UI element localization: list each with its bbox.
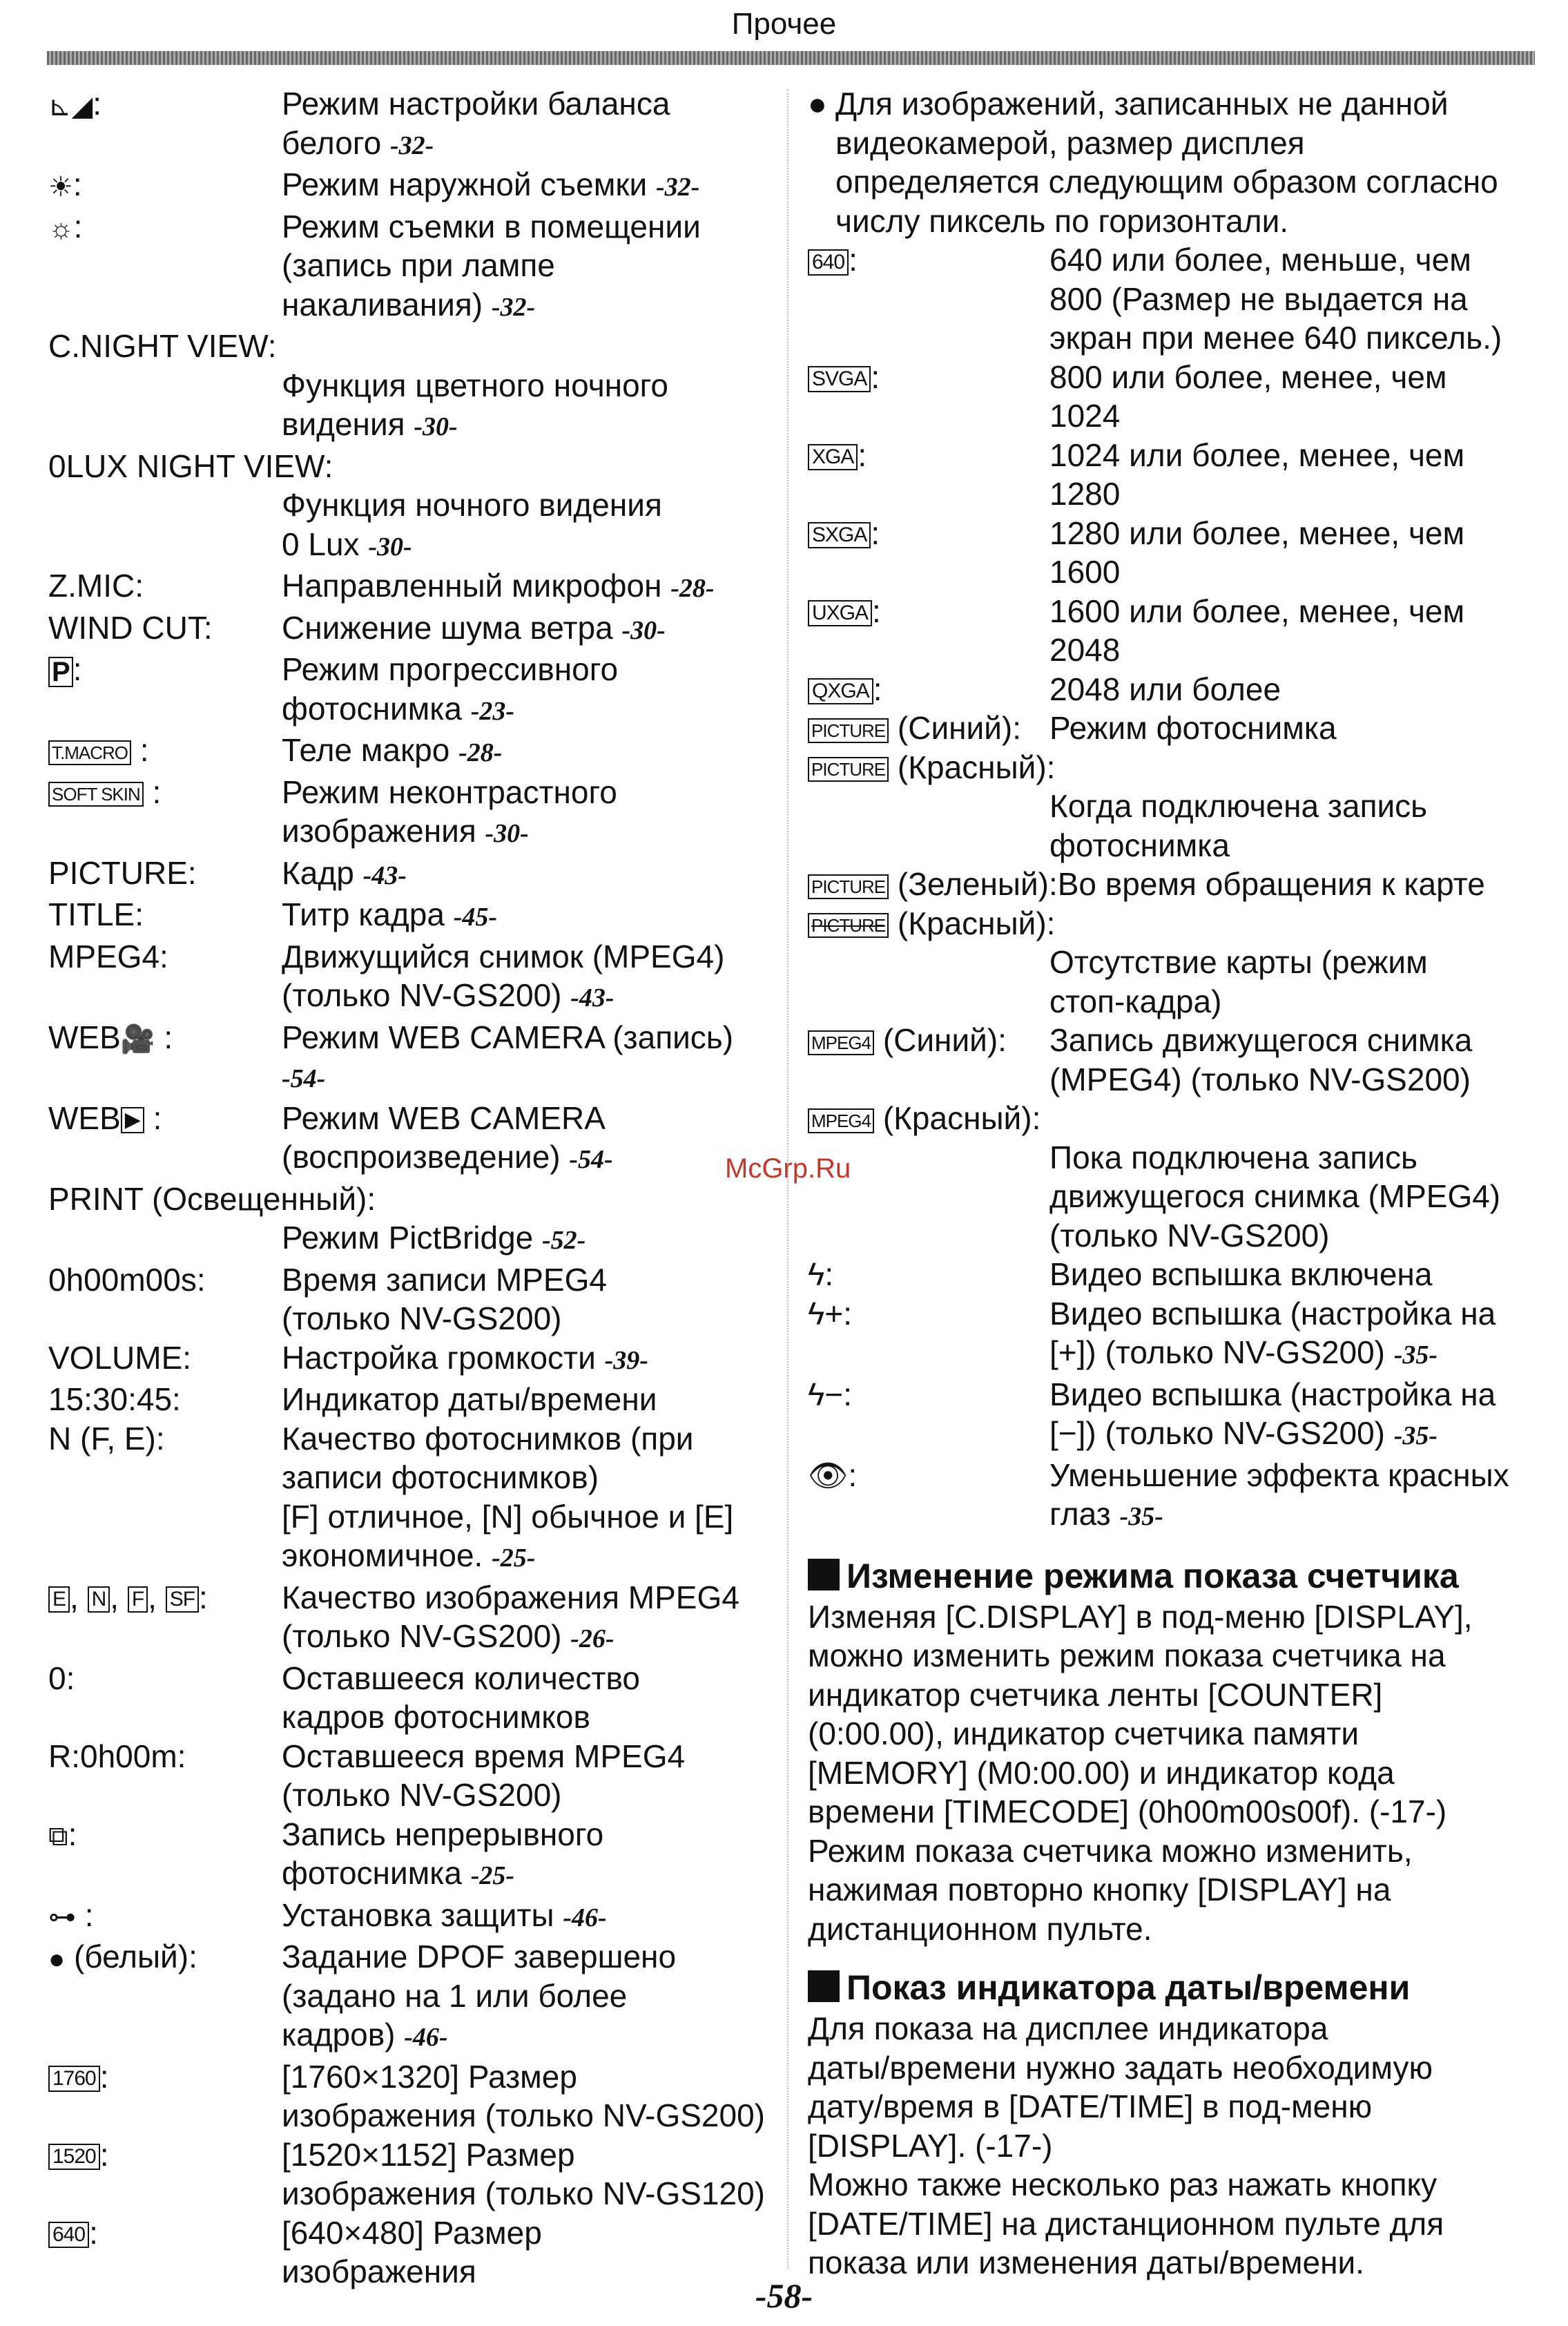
tele-macro-icon: T.MACRO: [48, 740, 131, 765]
list-value: Когда подключена запись фотоснимка: [1049, 788, 1428, 863]
flash-plus-icon: ϟ+:: [808, 1295, 852, 1332]
paragraph-line: индикатор счетчика ленты [COUNTER]: [808, 1676, 1383, 1713]
list-value: Пока подключена запись движущегося снимка (MPEG4) (только NV-GS200): [1049, 1139, 1501, 1253]
list-item: 👁: Уменьшение эффекта красных глаз -35-: [808, 1456, 1533, 1537]
key-icon: ⊶: [48, 1902, 76, 1933]
list-item: TITLE: Титр кадра -45-: [48, 896, 498, 932]
paragraph-line: даты/времени нужно задать необходимую: [808, 2049, 1433, 2086]
list-item: PICTURE (Зеленый):Во время обращения к карте: [808, 865, 1533, 904]
paragraph-line: Можно также несколько раз нажать кнопку: [808, 2166, 1438, 2202]
list-item: 15:30:45: Индикатор даты/времени: [48, 1381, 657, 1417]
paragraph-line: дату/время в [DATE/TIME] в под-меню: [808, 2088, 1373, 2124]
list-item: ● (белый): Задание DPOF завершено (задано на 1 или более кадров) -46-: [48, 1939, 677, 2053]
list-key: 0LUX NIGHT VIEW:: [48, 448, 333, 484]
eye-icon: 👁:: [808, 1457, 858, 1493]
progressive-icon: P: [48, 657, 73, 687]
paragraph-line: времени [TIMECODE] (0h00m00s00f). (-17-): [808, 1794, 1447, 1829]
list-value: Режим PictBridge -52-: [282, 1220, 586, 1256]
list-key: PICTURE (Красный):: [808, 904, 1533, 943]
list-item: ϟ: Видео вспышка включена: [808, 1255, 1533, 1294]
list-item: ⧉: Запись непрерывного фотоснимка -25-: [48, 1816, 604, 1891]
section-body: [808, 1597, 1533, 1949]
list-item: SVGA : 800 или более, менее, чем 1024: [808, 358, 1533, 436]
square-bullet-icon: [808, 1970, 840, 2002]
picture-crossed-icon: PICTURE: [808, 913, 889, 938]
list-item: XGA : 1024 или более, менее, чем 1280: [808, 436, 1533, 514]
quality-f-icon: F: [128, 1586, 148, 1613]
paragraph-line: [DATE/TIME] на дистанционном пульте для: [808, 2205, 1444, 2242]
list-item: ϟ−: Видео вспышка (настройка на [−]) (только NV-GS200) -35-: [808, 1375, 1533, 1456]
paragraph-line: [MEMORY] (M0:00.00) и индикатор кода: [808, 1754, 1395, 1791]
list-key: PRINT (Освещенный):: [48, 1180, 376, 1217]
page-number: -58-: [755, 2276, 813, 2315]
flash-icon: ϟ:: [808, 1256, 834, 1292]
list-item: WIND CUT: Снижение шума ветра -30-: [48, 609, 666, 646]
list-item: UXGA : 1600 или более, менее, чем 2048: [808, 592, 1533, 670]
quality-sf-icon: SF: [166, 1586, 199, 1613]
paragraph-line: Изменяя [C.DISPLAY] в под-меню [DISPLAY],: [808, 1598, 1473, 1635]
list-item: ⊶ : Установка защиты -46-: [48, 1896, 780, 1938]
picture-icon: PICTURE: [808, 718, 889, 743]
paragraph-line: [DISPLAY]. (-17-): [808, 2127, 1053, 2164]
soft-skin-icon: SOFT SKIN: [48, 782, 144, 807]
sxga-icon: SXGA: [808, 522, 871, 548]
list-key: PICTURE (Красный):: [808, 748, 1533, 787]
paragraph-line: (0:00.00), индикатор счетчика памяти: [808, 1715, 1359, 1751]
sun-icon: ☀: [48, 171, 73, 202]
list-value: Отсутствие карты (режим стоп-кадра): [1049, 944, 1428, 1019]
list-item: ☼: Режим съемки в помещении (запись при лампе накаливания) -32-: [48, 208, 701, 323]
intro-paragraph: ● Для изображений, записанных не данной видеокамерой, размер дисплея определяется следующим образом согласно числу пиксель по горизонтали.: [808, 86, 1498, 239]
list-item: R:0h00m: Оставшееся время MPEG4 (только NV-GS200): [48, 1738, 686, 1813]
list-item: PICTURE (Синий): Режим фотоснимка: [808, 709, 1533, 748]
list-item: 640 : 640 или более, меньше, чем 800 (Размер не выдается на экран при менее 640 пиксель.): [808, 240, 1533, 358]
svga-icon: SVGA: [808, 366, 871, 392]
list-item: Z.MIC: Направленный микрофон -28-: [48, 568, 715, 604]
section-body: [808, 2009, 1533, 2282]
paragraph-line: нажимая повторно кнопку [DISPLAY] на: [808, 1872, 1391, 1907]
size-640-icon: 640: [808, 249, 849, 276]
section-title: Показ индикатора даты/времени: [808, 1966, 1533, 2009]
xga-icon: XGA: [808, 444, 858, 470]
list-item: MPEG4 (Синий): Запись движущегося снимка (MPEG4) (только NV-GS200): [808, 1021, 1533, 1099]
dot-icon: ●: [48, 1943, 66, 1974]
left-column: [48, 84, 780, 2291]
list-item: ☀: Режим наружной съемки -32-: [48, 165, 780, 207]
list-item: N (F, E): Качество фотоснимков (при записи фотоснимков) [F] отличное, [N] обычное и [E] экономичное. -25-: [48, 1420, 734, 1573]
list-value: Функция ночного видения 0 Lux -30-: [282, 487, 662, 562]
mpeg4-icon: MPEG4: [808, 1030, 874, 1055]
list-item: WEB ▶ : Режим WEB CAMERA (воспроизведение) -54-: [48, 1099, 613, 1175]
uxga-icon: UXGA: [808, 600, 872, 626]
bulb-icon: ☼: [48, 213, 74, 244]
camera-icon: 🎥: [120, 1024, 155, 1055]
paragraph-line: Для показа на дисплее индикатора: [808, 2010, 1328, 2046]
list-item: 0h00m00s: Время записи MPEG4 (только NV-GS200): [48, 1261, 607, 1336]
list-item: T.MACRO : Теле макро -28-: [48, 731, 780, 773]
list-item: 0: Оставшееся количество кадров фотоснимков: [48, 1660, 640, 1735]
list-item: PICTURE: Кадр -43-: [48, 854, 407, 891]
white-balance-icon: ⊾◢: [48, 90, 93, 122]
list-item: ⊾◢: Режим настройки баланса белого -32-: [48, 86, 670, 161]
list-item: 1520 : [1520×1152] Размер изображения (только NV-GS120): [48, 2135, 780, 2213]
paragraph-line: можно изменить режим показа счетчика на: [808, 1637, 1446, 1673]
section-counter: [808, 1555, 1533, 1949]
list-item: ϟ+: Видео вспышка (настройка на [+]) (только NV-GS200) -35-: [808, 1294, 1533, 1375]
header-rule: [47, 51, 1535, 65]
qxga-icon: QXGA: [808, 678, 873, 704]
list-item: SOFT SKIN : Режим неконтрастного изображения -30-: [48, 773, 780, 854]
right-column: [808, 84, 1533, 2282]
list-item: 640 : [640×480] Размер изображения: [48, 2213, 780, 2291]
list-item: WEB🎥 : Режим WEB CAMERA (запись) -54-: [48, 1019, 734, 1093]
size-1760-icon: 1760: [48, 2066, 100, 2092]
list-key: C.NIGHT VIEW:: [48, 328, 277, 364]
list-item: QXGA : 2048 или более: [808, 670, 1533, 709]
mpeg4-icon: MPEG4: [808, 1108, 874, 1133]
page-title: Прочее: [731, 7, 837, 41]
play-icon: ▶: [121, 1107, 144, 1133]
list-item: MPEG4: Движущийся снимок (MPEG4) (только NV-GS200) -43-: [48, 938, 725, 1013]
section-date: [808, 1966, 1533, 2282]
list-item: 1760 : [1760×1320] Размер изображения (только NV-GS200): [48, 2057, 780, 2135]
list-value: Функция цветного ночного видения -30-: [282, 367, 669, 442]
quality-e-icon: E: [48, 1586, 70, 1613]
list-item: P : Режим прогрессивного фотоснимка -23-: [48, 650, 780, 731]
square-bullet-icon: [808, 1559, 840, 1590]
list-item: E , N , F , SF : Качество изображения MPEG4 (только NV-GS200) -26-: [48, 1578, 780, 1659]
picture-icon: PICTURE: [808, 874, 889, 899]
list-item: VOLUME: Настройка громкости -39-: [48, 1339, 648, 1376]
quality-n-icon: N: [88, 1586, 110, 1613]
paragraph-line: Режим показа счетчика можно изменить,: [808, 1832, 1413, 1869]
size-640-icon: 640: [48, 2222, 89, 2248]
paragraph-line: дистанционном пульте.: [808, 1910, 1152, 1947]
paragraph-line: показа или изменения даты/времени.: [808, 2245, 1364, 2280]
section-title: Изменение режима показа счетчика: [808, 1555, 1533, 1597]
watermark: McGrp.Ru: [725, 1153, 851, 1184]
picture-icon: PICTURE: [808, 757, 889, 782]
list-key: MPEG4 (Красный):: [808, 1099, 1533, 1138]
burst-icon: ⧉: [48, 1821, 68, 1852]
flash-minus-icon: ϟ−:: [808, 1376, 852, 1412]
list-item: SXGA : 1280 или более, менее, чем 1600: [808, 514, 1533, 592]
size-1520-icon: 1520: [48, 2144, 100, 2170]
